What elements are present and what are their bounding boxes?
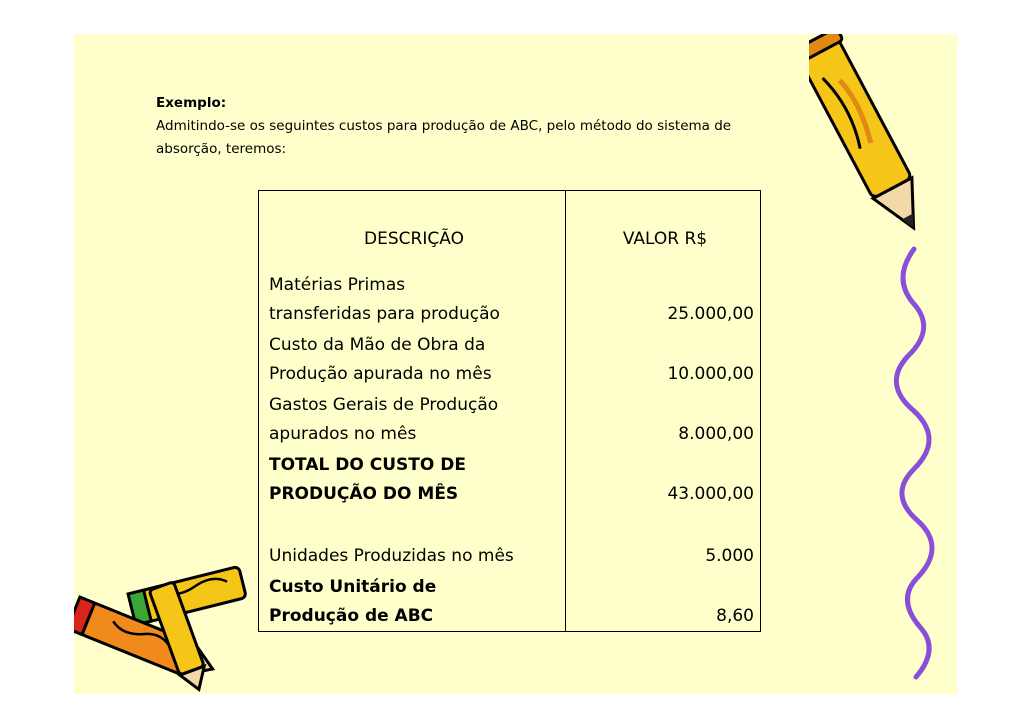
row-value: 8.000,00	[566, 389, 761, 449]
row-description: Gastos Gerais de Produção apurados no mês	[269, 395, 499, 444]
table-row-total	[259, 449, 761, 509]
row-value: 8,60	[566, 571, 761, 632]
intro-block	[156, 92, 796, 161]
row-value: 10.000,00	[566, 329, 761, 389]
table-row-unit-cost	[259, 571, 761, 632]
row-description: Custo da Mão de Obra da Produção apurada no mês	[269, 335, 492, 384]
table-row	[259, 389, 761, 449]
crayon-icon	[74, 554, 264, 694]
header-value: VALOR R$	[566, 191, 761, 270]
row-description: Unidades Produzidas no mês	[269, 546, 514, 566]
row-description: Custo Unitário de Produção de ABC	[269, 577, 437, 626]
row-description: Matérias Primas transferidas para produção	[269, 275, 500, 324]
row-value: 5.000	[566, 509, 761, 571]
row-description: TOTAL DO CUSTO DE PRODUÇÃO DO MÊS	[269, 455, 466, 504]
table-row	[259, 269, 761, 329]
example-heading: Exemplo:	[156, 95, 227, 111]
pencil-icon	[809, 34, 957, 694]
cost-table	[258, 190, 761, 632]
table-header-row	[259, 191, 761, 270]
row-value: 25.000,00	[566, 269, 761, 329]
table-row	[259, 329, 761, 389]
row-value: 43.000,00	[566, 449, 761, 509]
slide	[74, 34, 957, 694]
header-description: DESCRIÇÃO	[259, 191, 566, 270]
example-text: Admitindo-se os seguintes custos para produção de ABC, pelo método do sistema de absorção, teremos:	[156, 118, 732, 157]
table-row	[259, 509, 761, 571]
squiggle-line	[896, 249, 932, 677]
